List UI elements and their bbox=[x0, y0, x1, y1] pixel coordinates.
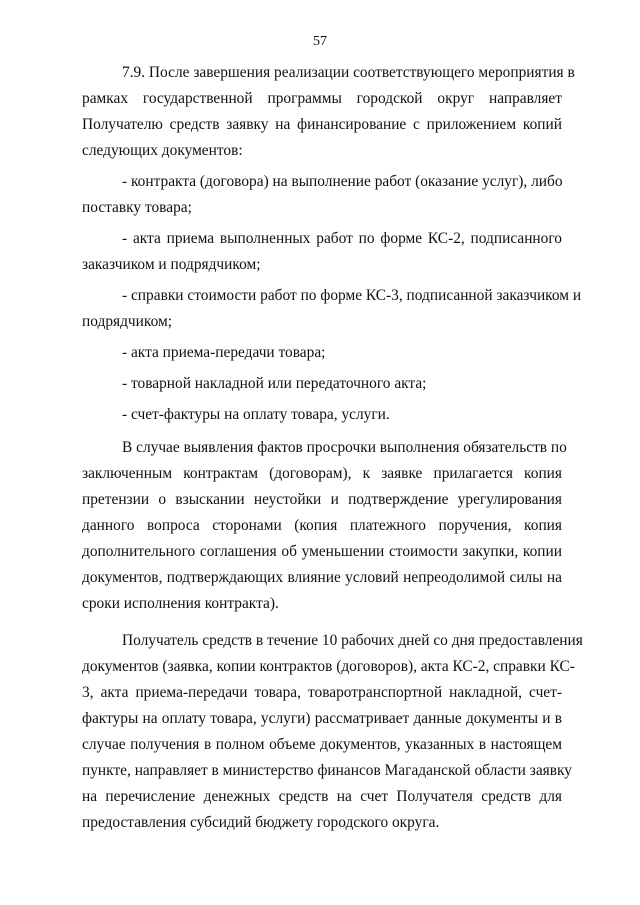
text-line: пункте, направляет в министерство финансов Магаданской области заявку bbox=[82, 762, 572, 779]
text-line: заказчиком и подрядчиком; bbox=[82, 256, 261, 273]
text-line: документов, подтверждающих влияние условий непреодолимой силы на bbox=[82, 569, 562, 586]
text-line: фактуры на оплату товара, услуги) рассматривает данные документы и в bbox=[82, 710, 562, 727]
text-line: Получатель средств в течение 10 рабочих дней со дня предоставления bbox=[122, 632, 583, 649]
text-line: следующих документов: bbox=[82, 142, 243, 159]
text-line: рамках государственной программы городской округ направляет bbox=[82, 90, 562, 107]
text-line: данного вопроса сторонами (копия платежного поручения, копия bbox=[82, 517, 562, 534]
text-line: претензии о взыскании неустойки и подтверждение урегулирования bbox=[82, 491, 562, 508]
text-line: 3, акта приема-передачи товара, товаротранспортной накладной, счет- bbox=[82, 684, 562, 701]
list-item-tax-invoice bbox=[122, 402, 562, 428]
text-line: В случае выявления фактов просрочки выполнения обязательств по bbox=[122, 439, 567, 456]
document-body bbox=[82, 60, 583, 836]
text-line: - акта приема-передачи товара; bbox=[122, 344, 326, 361]
list-item-transfer-act bbox=[122, 340, 562, 366]
list-item-invoice bbox=[122, 371, 562, 397]
text-line: дополнительного соглашения об уменьшении стоимости закупки, копии bbox=[82, 543, 562, 560]
text-line: Получателю средств заявку на финансирование с приложением копий bbox=[82, 116, 562, 133]
text-line: заключенным контрактам (договорам), к заявке прилагается копия bbox=[82, 465, 562, 482]
text-line: случае получения в полном объеме документов, указанных в настоящем bbox=[82, 736, 562, 753]
text-line: - счет-фактуры на оплату товара, услуги. bbox=[122, 406, 390, 423]
page-number: 57 bbox=[313, 34, 327, 49]
text-line: предоставления субсидий бюджету городского округа. bbox=[82, 814, 440, 831]
text-line: сроки исполнения контракта). bbox=[82, 595, 279, 612]
text-line: 7.9. После завершения реализации соответствующего мероприятия в bbox=[122, 64, 575, 81]
text-line: поставку товара; bbox=[82, 199, 192, 216]
list-item-contract bbox=[82, 169, 563, 221]
text-line: - акта приема выполненных работ по форме КС-2, подписанного bbox=[122, 230, 562, 247]
text-line: - справки стоимости работ по форме КС-3, подписанной заказчиком и bbox=[122, 287, 582, 304]
text-line: на перечисление денежных средств на счет Получателя средств для bbox=[82, 788, 562, 805]
list-item-ks3 bbox=[82, 283, 582, 335]
text-line: подрядчиком; bbox=[82, 313, 173, 330]
paragraph-recipient-review bbox=[82, 628, 583, 836]
paragraph-delay-claims bbox=[82, 435, 567, 617]
text-line: документов (заявка, копии контрактов (договоров), акта КС-2, справки КС- bbox=[82, 658, 575, 675]
text-line: - товарной накладной или передаточного акта; bbox=[122, 375, 427, 392]
list-item-act-ks2 bbox=[82, 226, 562, 278]
paragraph-7-9 bbox=[82, 60, 575, 164]
text-line: - контракта (договора) на выполнение работ (оказание услуг), либо bbox=[122, 173, 563, 190]
